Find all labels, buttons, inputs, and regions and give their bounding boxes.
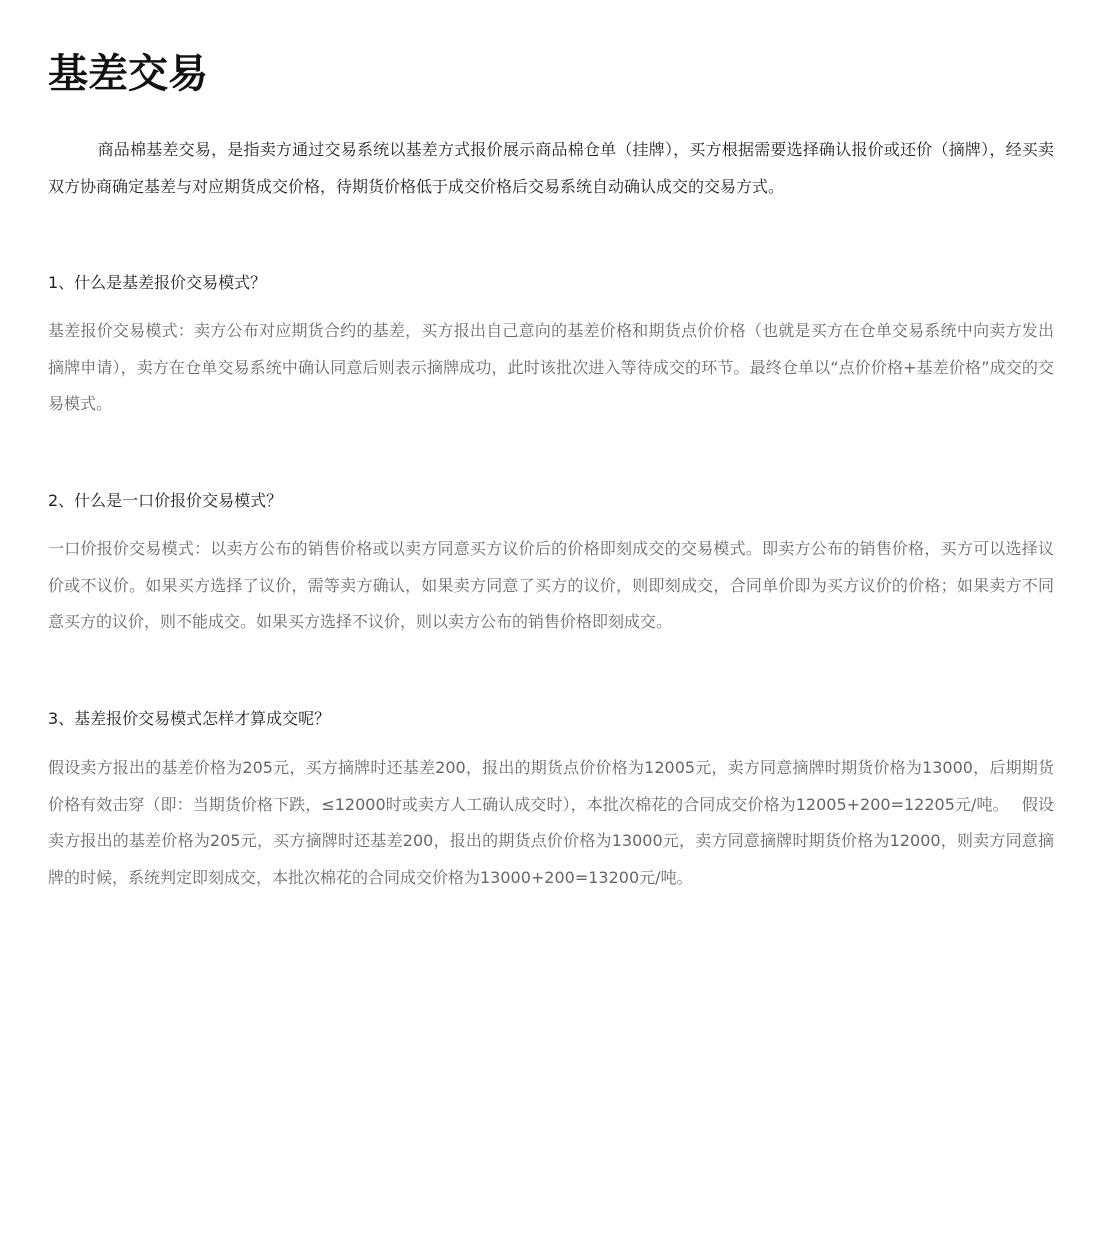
- answer-1: 基差报价交易模式：卖方公布对应期货合约的基差，买方报出自己意向的基差价格和期货点价价格（也就是买方在仓单交易系统中向卖方发出摘牌申请），卖方在仓单交易系统中确认同意后则表示摘牌成功，此时该批次进入等待成交的环节。最终仓单以“点价价格+基差价格”成交的交易模式。: [48, 321, 1054, 413]
- intro-paragraph: 商品棉基差交易，是指卖方通过交易系统以基差方式报价展示商品棉仓单（挂牌），买方根据需要选择确认报价或还价（摘牌），经买卖双方协商确定基差与对应期货成交价格，待期货价格低于成交价格后交易系统自动确认成交的交易方式。: [48, 140, 1054, 196]
- answer-3: 假设卖方报出的基差价格为205元，买方摘牌时还基差200，报出的期货点价价格为12005元，卖方同意摘牌时期货价格为13000，后期期货价格有效击穿（即：当期货价格下跌，≤12000时或卖方人工确认成交时），本批次棉花的合同成交价格为12005+200=12205元/吨。 假设卖方报出的基差价格为205元，买方摘牌时还基差200，报出的期货点价价格为13000元，卖方同意摘牌时期货价格为12000，则卖方同意摘牌的时候，系统判定即刻成交，本批次棉花的合同成交价格为13000+200=13200元/吨。: [48, 758, 1054, 887]
- page-title: 基差交易: [48, 51, 208, 97]
- question-3: 3、基差报价交易模式怎样才算成交呢？: [48, 709, 331, 728]
- question-1: 1、什么是基差报价交易模式？: [48, 273, 267, 292]
- answer-2: 一口价报价交易模式：以卖方公布的销售价格或以卖方同意买方议价后的价格即刻成交的交易模式。即卖方公布的销售价格，买方可以选择议价或不议价。如果买方选择了议价，需等卖方确认，如果卖方同意了买方的议价，则即刻成交，合同单价即为买方议价的价格；如果卖方不同意买方的议价，则不能成交。如果买方选择不议价，则以卖方公布的销售价格即刻成交。: [48, 539, 1054, 631]
- question-2: 2、什么是一口价报价交易模式？: [48, 491, 283, 510]
